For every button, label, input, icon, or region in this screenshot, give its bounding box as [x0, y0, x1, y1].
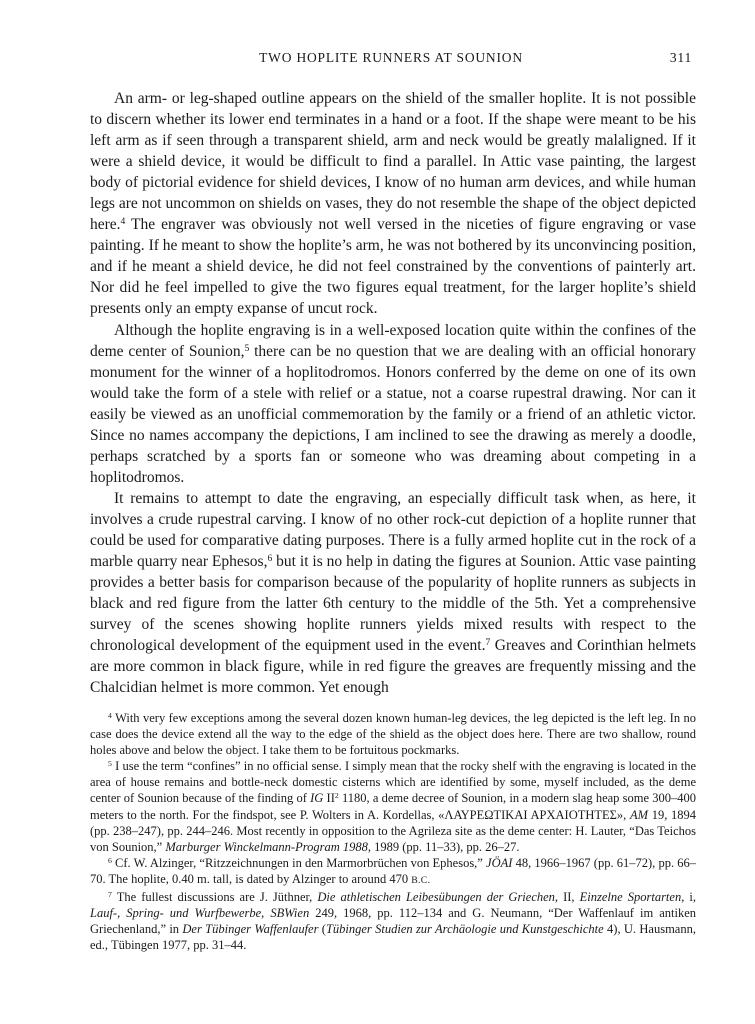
footnote-ref-4[interactable]: 4	[120, 216, 126, 228]
footnote-ref-6[interactable]: 6	[267, 553, 273, 565]
footnotes	[90, 710, 696, 953]
footnote-number: 5	[108, 759, 112, 769]
footnote-6: $^6$ Cf. W. Alzinger, “Ritzzeichnungen in den Marmorbrüchen von Ephesos,” JÖAI 48, 1966–1967 (pp. 61–72), pp. 66–70. The hoplite, 0.40 m. tall, is dated by Alzinger to around 470 B.C.	[90, 855, 696, 886]
footnote-number: 6	[108, 855, 112, 865]
footnote-number: 7	[108, 890, 112, 900]
paragraph-3: It remains to attempt to date the engraving, an especially difficult task when, as here, it involves a crude rupestral carving. I know of no other rock-cut depiction of a hoplite runner that could be used for comparative dating purposes. There is a fully armed hoplite cut in the rock of a marble quarry near Ephesos,$^6$ but it is no help in dating the figures at Sounion. Attic vase painting provides a better basis for comparison because of the popularity of hoplite runners as subjects in black and red figure from the latter 6th century to the middle of the 5th. Yet a comprehensive survey of the scenes showing hoplite runners yields mixed results with respect to the chronological development of the equipment used in the event.$^7$ Greaves and Corinthian helmets are more common in black figure, while in red figure the greaves are frequently missing and the Chalcidian helmet is more common. Yet enough	[90, 489, 697, 697]
main-text	[90, 88, 696, 698]
footnote-number: 4	[108, 711, 112, 721]
footnote-ref-5[interactable]: 5	[244, 342, 250, 354]
footnote-4: $^4$ With very few exceptions among the several dozen known human-leg devices, the leg depicted is the left leg. In no case does the device extend all the way to the edge of the shield as the object does here. There are two shallow, round holes above and below the object. I take them to be fortuitous pockmarks.	[90, 711, 696, 758]
footnote-ref-7[interactable]: 7	[485, 637, 491, 649]
paragraph-2: Although the hoplite engraving is in a well-exposed location quite within the confines of the deme center of Sounion,$^5$ there can be no question that we are dealing with an official honorary monument for the winner of a hoplitodromos. Honors conferred by the deme on one of its own would take the form of a stele with relief or a statue, not a coarse rupestral drawing. Nor can it easily be viewed as an unofficial commemoration by the family or a friend of an athletic victor. Since no names accompany the depictions, I am inclined to see the drawing as merely a doodle, perhaps scratched by a sports fan or someone who was dreaming about competing in a hoplitodromos.	[90, 321, 696, 486]
footnote-5: $^5$ I use the term “confines” in no official sense. I simply mean that the rocky shelf with the engraving is located in the area of house remains and bottle-neck domestic cisterns which are identified by some, myself included, as the deme center of Sounion because of the finding of IG $II^2$ 1180, a deme decree of Sounion, in a modern slag heap some 300–400 meters to the north. For the findspot, see P. Wolters in A. Kordellas, «ΛΑΥΡΕΩΤΙΚΑΙ ΑΡΧΑΙΟΤΗΤΕΣ», AM 19, 1894 (pp. 238–247), pp. 244–246. Most recently in opposition to the Agrileza site as the deme center: H. Lauter, “Das Teichos von Sounion,” Marburger Winckelmann-Program 1988, 1989 (pp. 11–33), pp. 26–27.	[90, 759, 697, 854]
running-title: TWO HOPLITE RUNNERS AT SOUNION	[259, 50, 523, 65]
running-header	[90, 50, 692, 70]
page-number: 311	[669, 50, 692, 65]
paragraph-1: An arm- or leg-shaped outline appears on the shield of the smaller hoplite. It is not possible to discern whether its lower end terminates in a hand or a foot. If the shape were meant to be his left arm as if seen through a transparent shield, arm and neck would be greatly malaligned. If it were a shield device, it would be difficult to find a parallel. In Attic vase painting, the largest body of pictorial evidence for shield devices, I know of no human arm devices, and while human legs are not uncommon on shields on vases, they do not resemble the shape of the object depicted here.$^4$ The engraver was obviously not well versed in the niceties of figure engraving or vase painting. If he meant to show the hoplite’s arm, he was not bothered by its unconvincing position, and if he meant a shield device, he did not feel constrained by the conventions of painterly art. Nor did he feel impelled to give the two figures equal treatment, for the larger hoplite’s shield presents only an empty expanse of uncut rock.	[90, 90, 696, 318]
footnote-7: $^7$ The fullest discussions are J. Jüthner, Die athletischen Leibesübungen der Griechen, II, Einzelne Sportarten, i, Lauf-, Spring- und Wurfbewerbe, SBWien 249, 1968, pp. 112–134 and G. Neumann, “Der Waffenlauf im antiken Griechenland,” in Der Tübinger Waffenlaufer (Tübinger Studien zur Archäologie und Kunstgeschichte 4), U. Hausmann, ed., Tübingen 1977, pp. 31–44.	[90, 890, 697, 953]
